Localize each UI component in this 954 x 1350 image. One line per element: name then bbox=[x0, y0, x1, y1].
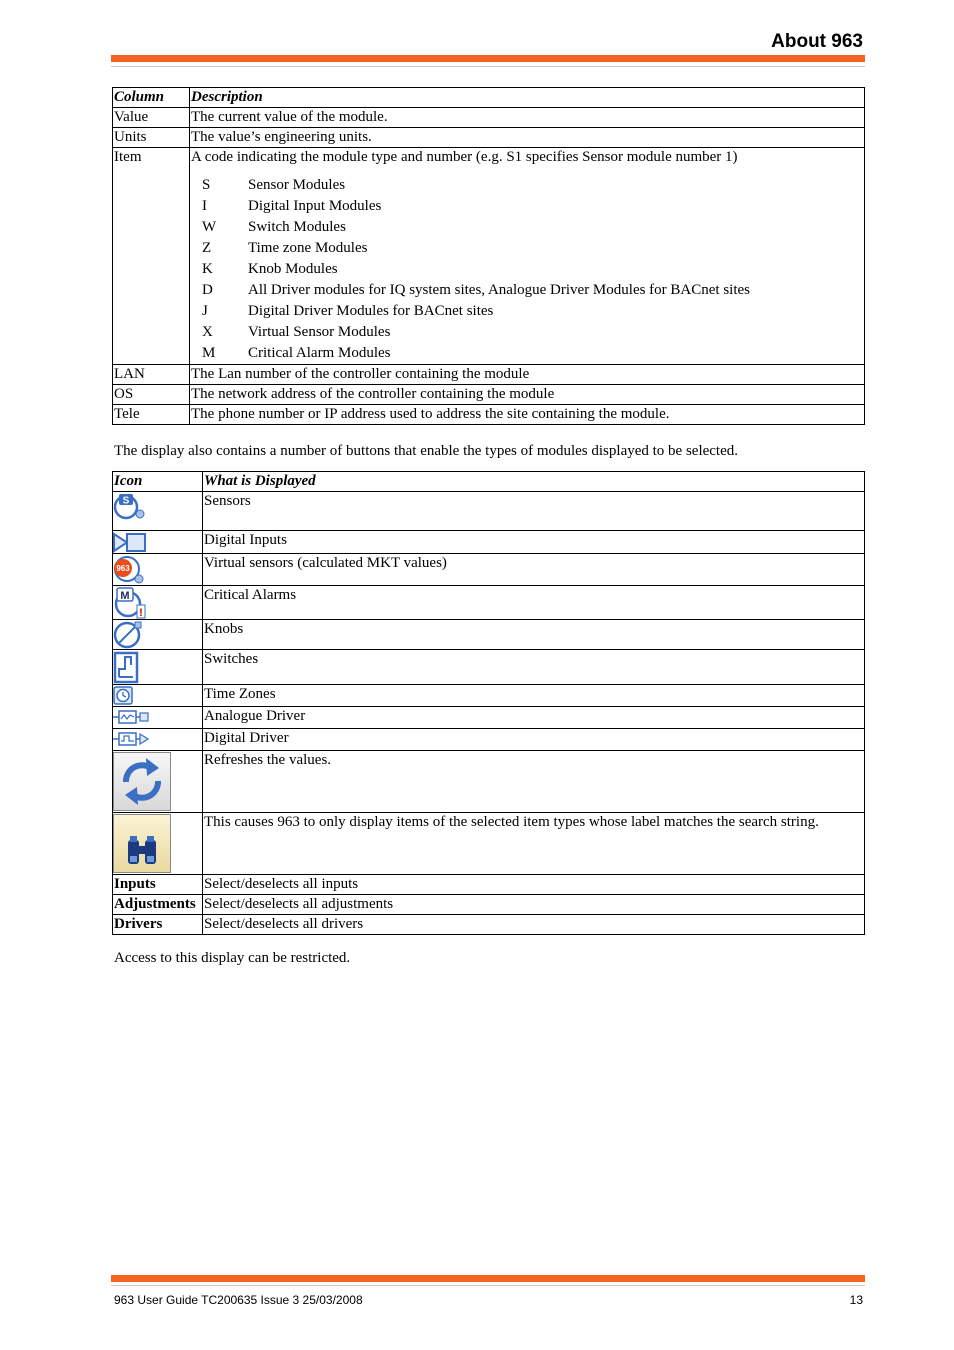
icon-description: Digital Inputs bbox=[203, 531, 865, 554]
table-row bbox=[113, 385, 865, 405]
icon-description: Critical Alarms bbox=[203, 586, 865, 620]
item-code: S bbox=[202, 177, 211, 193]
column-name: Item bbox=[113, 148, 190, 365]
list-item bbox=[191, 322, 863, 343]
item-code-label: All Driver modules for IQ system sites, Analogue Driver Modules for BACnet sites bbox=[248, 282, 751, 298]
icon-description: Time Zones bbox=[203, 685, 865, 707]
item-code: I bbox=[202, 198, 207, 214]
list-item bbox=[191, 175, 863, 196]
item-code: K bbox=[202, 261, 213, 277]
icon-description: Select/deselects all adjustments bbox=[203, 895, 865, 915]
sensor-icon[interactable] bbox=[113, 493, 145, 521]
item-code-list bbox=[191, 175, 863, 364]
column-description: The phone number or IP address used to address the site containing the module. bbox=[190, 405, 865, 425]
item-code: W bbox=[202, 219, 217, 235]
table-row bbox=[113, 128, 865, 148]
binoculars-icon[interactable] bbox=[113, 814, 171, 873]
switch-icon[interactable] bbox=[113, 651, 139, 684]
table-header-row bbox=[113, 88, 865, 108]
footer-doc-info: 963 User Guide TC200635 Issue 3 25/03/2008 bbox=[114, 1293, 363, 1307]
icon-description: Virtual sensors (calculated MKT values) bbox=[203, 554, 865, 586]
table-row bbox=[113, 405, 865, 425]
table-row bbox=[113, 895, 865, 915]
svg-text:963: 963 bbox=[116, 564, 130, 573]
closing-text: Access to this display can be restricted. bbox=[114, 950, 351, 966]
item-code-label: Knob Modules bbox=[248, 261, 338, 277]
icon-description: This causes 963 to only display items of the selected item types whose label matches the search string. bbox=[203, 813, 865, 875]
what-displayed-header: What is Displayed bbox=[203, 472, 865, 492]
item-code-label: Sensor Modules bbox=[248, 177, 346, 193]
column-header: Column bbox=[113, 88, 190, 108]
icon-description: Knobs bbox=[203, 620, 865, 650]
analogue-driver-icon[interactable] bbox=[113, 708, 149, 726]
table-row bbox=[113, 554, 865, 586]
icon-description: Select/deselects all inputs bbox=[203, 875, 865, 895]
inputs-button-label[interactable]: Inputs bbox=[113, 875, 203, 895]
columns-table bbox=[112, 87, 865, 425]
header-rule bbox=[111, 55, 865, 62]
svg-text:S: S bbox=[122, 495, 130, 507]
table-header-row bbox=[113, 472, 865, 492]
table-row bbox=[113, 620, 865, 650]
item-code-label: Virtual Sensor Modules bbox=[248, 324, 391, 340]
column-name: Units bbox=[113, 128, 190, 148]
virtual-sensor-icon[interactable] bbox=[113, 555, 145, 585]
icon-description: Sensors bbox=[203, 492, 865, 531]
table-row bbox=[113, 586, 865, 620]
item-code: J bbox=[202, 303, 208, 319]
item-code-label: Time zone Modules bbox=[248, 240, 368, 256]
item-code-label: Critical Alarm Modules bbox=[248, 345, 391, 361]
column-name: OS bbox=[113, 385, 190, 405]
item-code-label: Digital Input Modules bbox=[248, 198, 382, 214]
table-row bbox=[113, 875, 865, 895]
footer-thin-rule bbox=[111, 1285, 865, 1286]
table-row bbox=[113, 650, 865, 685]
table-row bbox=[113, 531, 865, 554]
table-row bbox=[113, 813, 865, 875]
table-row bbox=[113, 707, 865, 729]
column-description: A code indicating the module type and number (e.g. S1 specifies Sensor module number 1) bbox=[191, 149, 738, 165]
critical-alarm-icon[interactable] bbox=[113, 587, 147, 619]
page-number: 13 bbox=[849, 1293, 863, 1307]
icon-description: Select/deselects all drivers bbox=[203, 915, 865, 935]
list-item bbox=[191, 196, 863, 217]
list-item bbox=[191, 238, 863, 259]
refresh-icon[interactable] bbox=[113, 752, 171, 811]
icon-description: Digital Driver bbox=[203, 729, 865, 751]
list-item bbox=[191, 259, 863, 280]
time-zone-icon[interactable] bbox=[113, 686, 133, 705]
drivers-button-label[interactable]: Drivers bbox=[113, 915, 203, 935]
description-header: Description bbox=[190, 88, 865, 108]
table-row bbox=[113, 492, 865, 531]
digital-driver-icon[interactable] bbox=[113, 730, 149, 748]
item-code-label: Switch Modules bbox=[248, 219, 346, 235]
column-description: The value’s engineering units. bbox=[190, 128, 865, 148]
icon-description: Refreshes the values. bbox=[203, 751, 865, 813]
column-name: Value bbox=[113, 108, 190, 128]
svg-text:!: ! bbox=[139, 607, 143, 619]
adjustments-button-label[interactable]: Adjustments bbox=[113, 895, 203, 915]
icons-table bbox=[112, 471, 865, 935]
icon-description: Analogue Driver bbox=[203, 707, 865, 729]
item-description-cell bbox=[190, 148, 865, 365]
table-row bbox=[113, 148, 865, 365]
knob-icon[interactable] bbox=[113, 621, 143, 649]
svg-text:M: M bbox=[120, 590, 130, 602]
item-code-label: Digital Driver Modules for BACnet sites bbox=[248, 303, 494, 319]
icon-header: Icon bbox=[113, 472, 203, 492]
icon-description: Switches bbox=[203, 650, 865, 685]
column-name: LAN bbox=[113, 365, 190, 385]
table-row bbox=[113, 729, 865, 751]
table-row bbox=[113, 751, 865, 813]
column-name: Tele bbox=[113, 405, 190, 425]
column-description: The current value of the module. bbox=[190, 108, 865, 128]
table-row bbox=[113, 915, 865, 935]
item-code: Z bbox=[202, 240, 212, 256]
list-item bbox=[191, 217, 863, 238]
list-item bbox=[191, 280, 863, 301]
item-code: X bbox=[202, 324, 213, 340]
footer-rule bbox=[111, 1275, 865, 1282]
intro-text: The display also contains a number of buttons that enable the types of modules displayed to be selected. bbox=[114, 443, 739, 459]
digital-input-icon[interactable] bbox=[113, 532, 147, 553]
item-code: D bbox=[202, 282, 213, 298]
page-header-title: About 963 bbox=[771, 31, 863, 52]
item-code: M bbox=[202, 345, 216, 361]
header-thin-rule bbox=[111, 66, 865, 67]
column-description: The Lan number of the controller containing the module bbox=[190, 365, 865, 385]
list-item bbox=[191, 301, 863, 322]
table-row bbox=[113, 108, 865, 128]
column-description: The network address of the controller containing the module bbox=[190, 385, 865, 405]
list-item bbox=[191, 343, 863, 364]
table-row bbox=[113, 685, 865, 707]
table-row bbox=[113, 365, 865, 385]
